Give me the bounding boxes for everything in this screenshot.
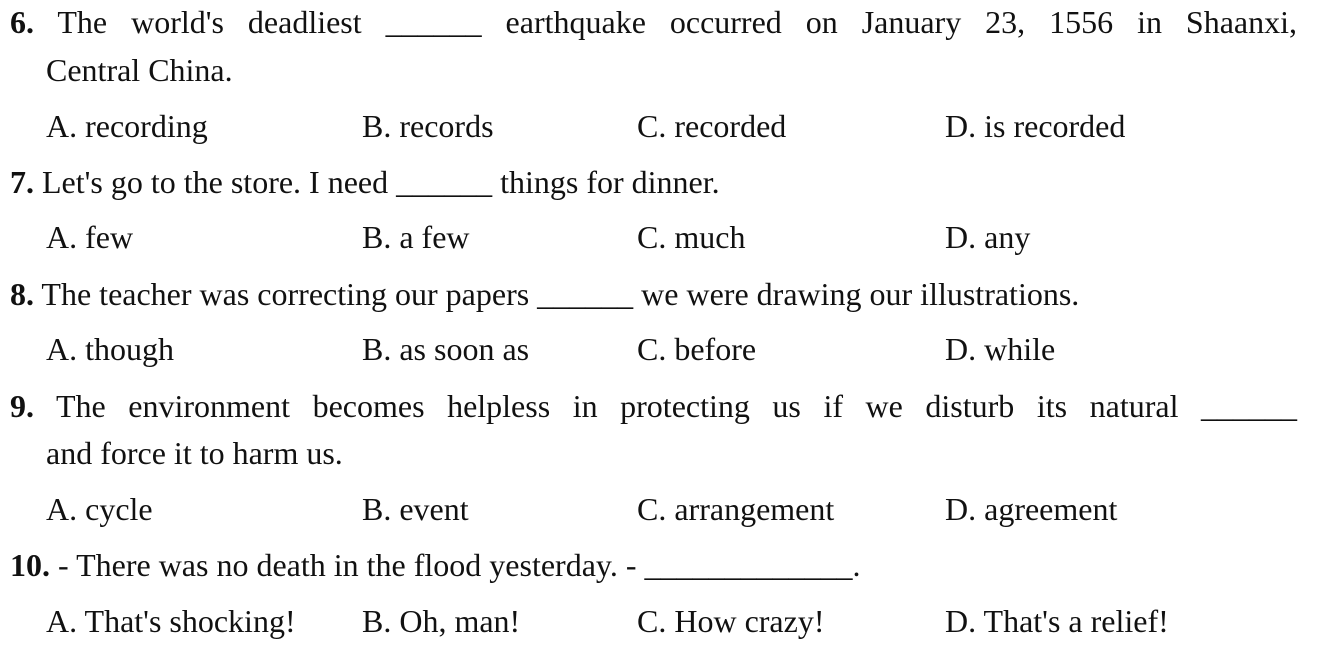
question-number: 9. [10, 388, 34, 424]
option-d[interactable]: D. any [945, 219, 1031, 255]
question-number: 8. [10, 276, 34, 312]
question-6-stem [10, 6, 1297, 38]
question-9-stem [10, 390, 1297, 422]
option-b[interactable]: B. Oh, man! [362, 603, 521, 639]
option-a[interactable]: A. recording [46, 108, 208, 144]
question-text: The world's deadliest ______ earthquake occurred on January 23, 1556 in Shaanxi, [57, 4, 1297, 40]
question-10-options [0, 605, 1319, 637]
question-number: 10. [10, 547, 50, 583]
option-c[interactable]: C. How crazy! [637, 603, 825, 639]
question-8-stem [10, 278, 1297, 310]
option-d[interactable]: D. That's a relief! [945, 603, 1169, 639]
question-6-stem-continued: Central China. [46, 52, 233, 88]
option-a[interactable]: A. That's shocking! [46, 603, 296, 639]
option-d[interactable]: D. is recorded [945, 108, 1126, 144]
option-b[interactable]: B. as soon as [362, 331, 530, 367]
option-a[interactable]: A. cycle [46, 491, 153, 527]
option-d[interactable]: D. while [945, 331, 1056, 367]
question-9-stem-continued: and force it to harm us. [46, 435, 343, 471]
question-number: 6. [10, 4, 34, 40]
question-6-options [0, 110, 1319, 142]
option-b[interactable]: B. a few [362, 219, 470, 255]
question-10-stem [10, 549, 1297, 581]
option-c[interactable]: C. much [637, 219, 746, 255]
option-c[interactable]: C. arrangement [637, 491, 835, 527]
option-a[interactable]: A. though [46, 331, 174, 367]
question-7-stem [10, 166, 1297, 198]
question-9-options [0, 493, 1319, 525]
question-number: 7. [10, 164, 34, 200]
option-c[interactable]: C. recorded [637, 108, 787, 144]
question-text: The environment becomes helpless in protecting us if we disturb its natural ______ [55, 388, 1298, 424]
option-a[interactable]: A. few [46, 219, 134, 255]
option-b[interactable]: B. event [362, 491, 469, 527]
question-text: - There was no death in the flood yesterday. - _____________. [58, 547, 861, 583]
option-b[interactable]: B. records [362, 108, 494, 144]
question-8-options [0, 333, 1319, 365]
option-d[interactable]: D. agreement [945, 491, 1118, 527]
question-7-options [0, 221, 1319, 253]
question-text: Let's go to the store. I need ______ things for dinner. [42, 164, 720, 200]
option-c[interactable]: C. before [637, 331, 757, 367]
question-text: The teacher was correcting our papers ______ we were drawing our illustrations. [41, 276, 1080, 312]
